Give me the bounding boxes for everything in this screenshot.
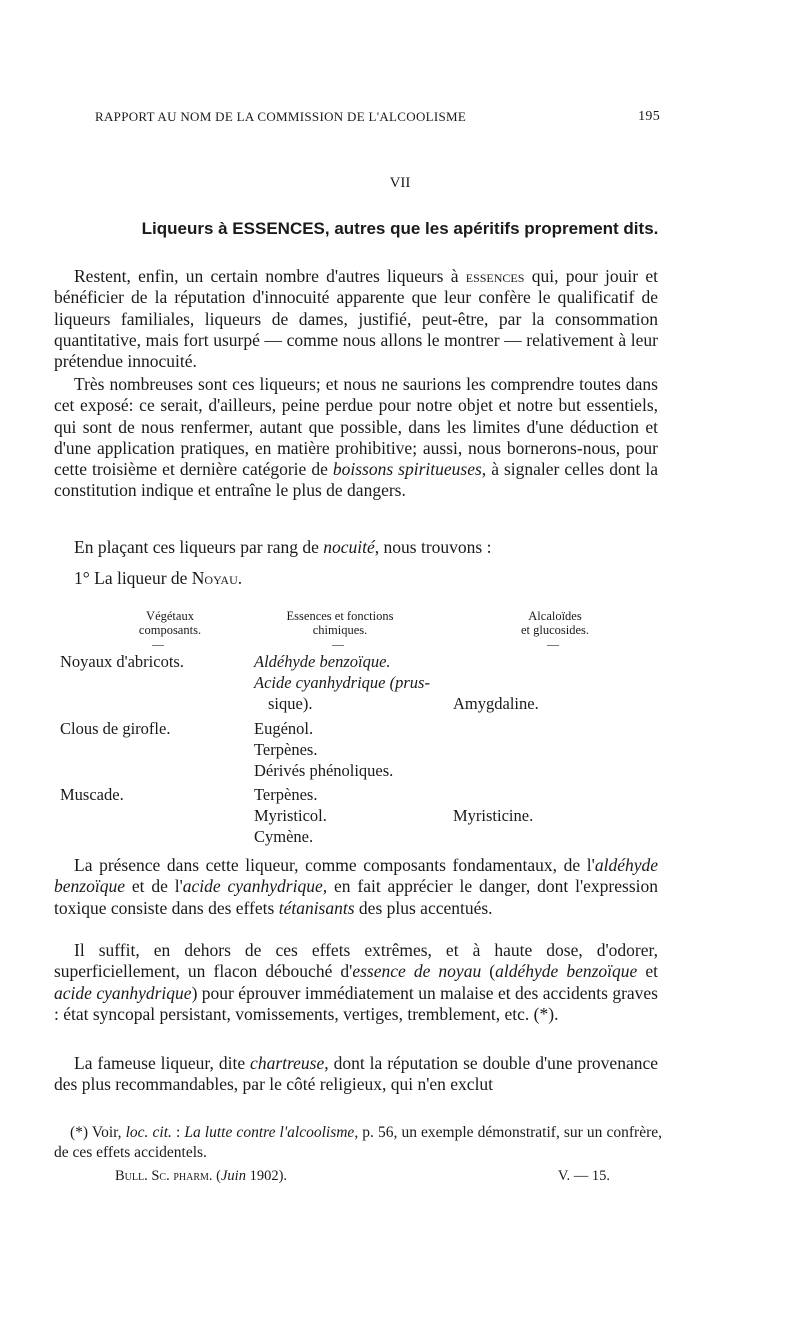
paragraph-1 xyxy=(54,266,658,372)
table-dash: — xyxy=(547,637,559,651)
table-essence: Acide cyanhydrique (prus- xyxy=(254,673,430,692)
paragraph-5-text-b: ( xyxy=(481,961,496,982)
page-footer xyxy=(115,1168,610,1185)
paragraph-1-smallcaps: essences xyxy=(465,266,525,286)
table-dash: — xyxy=(332,637,344,651)
paragraph-5-text-c: et xyxy=(637,961,659,982)
paragraph-1-text-b: qui, pour jouir et bénéficier de la réputation d'innocuité apparente que leur confère le qualificatif de liqueurs familiales, liqueurs de dames, justifié, peut-être, par la consommation quantitative, mais fort usurpé — comme nous allons le montrer — relativement à leur prétendue innocuité. xyxy=(54,266,659,372)
paragraph-3-text-a: En plaçant ces liqueurs par rang de xyxy=(74,537,324,557)
table-header-line: chimiques. xyxy=(312,623,368,637)
table-essence: Aldéhyde benzoïque. xyxy=(254,652,391,671)
paragraph-2-italic: boissons spiritueuses xyxy=(332,459,482,480)
table-essence: Terpènes. xyxy=(254,785,318,804)
table-header-alkaloids xyxy=(490,609,620,637)
running-head-title: RAPPORT AU NOM DE LA COMMISSION DE L'ALCOOLISME xyxy=(95,109,467,124)
table-essence: sique). xyxy=(268,694,313,713)
table-header-plants xyxy=(110,609,230,637)
footnote-text-c: , p. 56, un exemple démonstratif, sur un confrère, de ces effets accidentels. xyxy=(54,1124,662,1161)
footnote xyxy=(54,1123,662,1163)
section-title: Liqueurs à ESSENCES, autres que les apéritifs proprement dits. xyxy=(141,219,659,238)
paragraph-6 xyxy=(54,1053,658,1096)
table-header-line: Végétaux xyxy=(146,609,194,623)
paragraph-4-italic-3: tétanisants xyxy=(278,897,355,918)
table-header-line: composants. xyxy=(138,623,202,637)
table-alkaloid: Myristicine. xyxy=(453,806,534,825)
footer-citation-a: Bull. Sc. pharm. ( xyxy=(115,1168,221,1184)
table-essence: Cymène. xyxy=(254,827,314,846)
paragraph-5 xyxy=(54,940,658,1025)
table-header-essences xyxy=(255,609,425,637)
table-essence: Terpènes. xyxy=(254,740,318,759)
paragraph-2 xyxy=(54,374,658,502)
page-number: 195 xyxy=(638,109,660,124)
table-header-line: Essences et fonctions xyxy=(286,609,394,623)
paragraph-1-text-a: Restent, enfin, un certain nombre d'autres liqueurs à xyxy=(74,266,466,286)
paragraph-4-text-c: en fait apprécier le danger, dont l'expression toxique consiste dans des effets xyxy=(54,876,659,918)
table-essence: Eugénol. xyxy=(254,719,314,738)
paragraph-6-text-b: , dont la réputation se double d'une provenance des plus recommandables, par le côté religieux, qui n'en exclut xyxy=(54,1053,658,1095)
paragraph-3-text-b: , nous trouvons : xyxy=(374,537,492,557)
paragraph-4 xyxy=(54,855,658,919)
paragraph-4-text-a: La présence dans cette liqueur, comme composants fondamentaux, de l' xyxy=(74,855,595,875)
paragraph-5-italic-3: acide cyanhydrique xyxy=(54,982,192,1003)
table-alkaloid: Amygdaline. xyxy=(453,694,539,713)
list-item-smallcaps: Noyau xyxy=(191,568,238,588)
running-head xyxy=(95,109,660,125)
list-item-text-a: 1° La liqueur de xyxy=(74,568,192,588)
section-number: VII xyxy=(389,175,411,191)
footnote-italic-1: loc. cit. xyxy=(125,1124,172,1141)
paragraph-2-text-a: Très nombreuses sont ces liqueurs; et nous ne saurions les comprendre toutes dans cet exposé: ce serait, d'ailleurs, peine perdue pour notre objet et notre but essentiels, qui sont de nous renfermer, autant que possible, dans les limites d'une déduction et d'une application pratiques, en matière prohibitive; aussi, nous bornerons-nous, pour cette troisième et dernière catégorie de xyxy=(54,374,658,480)
list-item-noyau xyxy=(74,568,242,589)
footer-citation-italic: Juin xyxy=(221,1168,246,1184)
list-item-text-b: . xyxy=(237,568,243,588)
footer-signature: V. — 15. xyxy=(557,1168,610,1184)
paragraph-4-text-d: des plus accentués. xyxy=(354,897,493,918)
table-plant: Noyaux d'abricots. xyxy=(60,652,184,671)
table-essence: Myristicol. xyxy=(254,806,327,825)
paragraph-2-text-b: , à signaler celles dont la constitution indique et entraîne le plus de dangers. xyxy=(54,459,659,501)
table-plant: Clous de girofle. xyxy=(60,719,171,738)
table-essence: Dérivés phénoliques. xyxy=(254,761,394,780)
table-header-line: Alcaloïdes xyxy=(528,609,582,623)
paragraph-3 xyxy=(54,537,658,558)
paragraph-4-italic-1: aldéhyde benzoïque xyxy=(54,855,658,897)
footer-citation-b: 1902). xyxy=(245,1168,288,1184)
footnote-text-a: (*) Voir, xyxy=(70,1124,126,1141)
paragraph-5-italic-2: aldéhyde benzoïque xyxy=(495,961,638,982)
table-dash: — xyxy=(152,637,164,651)
footnote-text-b: : xyxy=(171,1124,185,1141)
paragraph-4-italic-2: acide cyanhydrique, xyxy=(182,876,328,897)
paragraph-6-text-a: La fameuse liqueur, dite xyxy=(74,1053,251,1073)
footer-citation xyxy=(115,1168,287,1185)
table-plant: Muscade. xyxy=(60,785,124,804)
footnote-italic-2: La lutte contre l'alcoolisme xyxy=(184,1124,355,1141)
paragraph-5-text-d: ) pour éprouver immédiatement un malaise et des accidents graves : état syncopal persistant, vomissements, vertiges, tremblement, etc. (*). xyxy=(54,982,658,1024)
paragraph-5-italic-1: essence de noyau xyxy=(352,961,482,982)
paragraph-4-text-b: et de l' xyxy=(124,876,183,897)
table-header-line: et glucosides. xyxy=(520,623,590,637)
paragraph-6-italic: chartreuse xyxy=(250,1053,325,1073)
paragraph-5-text-a: Il suffit, en dehors de ces effets extrêmes, et à haute dose, d'odorer, superficiellement, un flacon débouché d' xyxy=(54,940,658,982)
paragraph-3-italic: nocuité xyxy=(323,537,375,557)
